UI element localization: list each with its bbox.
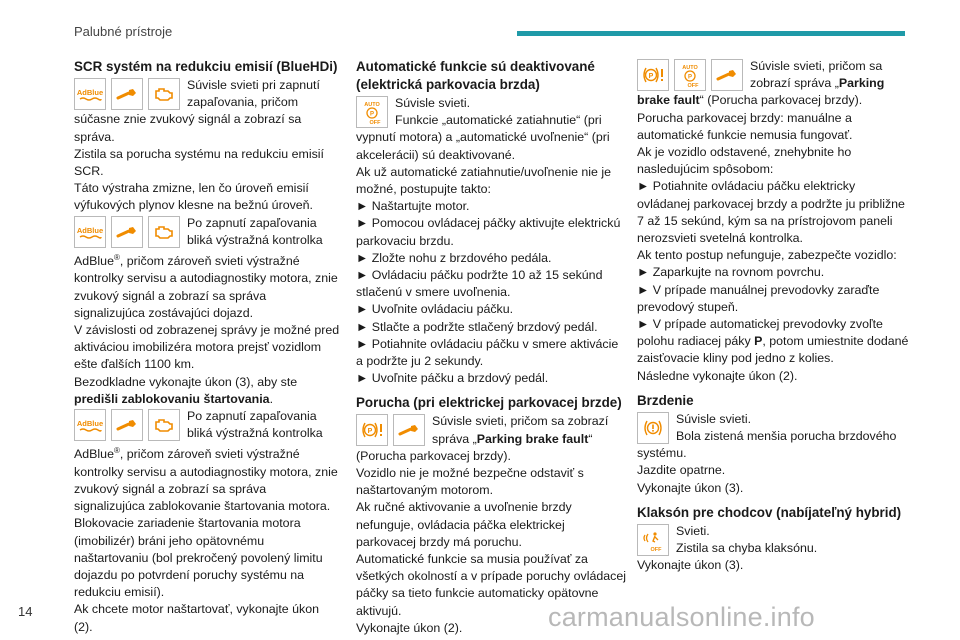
scr-p1: Zistila sa porucha systému na redukciu emisií SCR.	[74, 146, 324, 179]
brake-fault-2-p3: Ak tento postup nefunguje, zabezpečte vozidlo:	[637, 248, 897, 263]
wrench-icon	[393, 414, 425, 446]
start-action-text: Ak chcete motor naštartovať, vykonajte úkon (2).	[74, 602, 320, 634]
brake-fault-lead: Súvisle svieti, pričom sa zobrazí správa „Parking brake fault“ (Porucha parkovacej brzdy).	[356, 414, 609, 463]
column-1	[74, 58, 340, 636]
section-title-auto-off: Automatické funkcie sú deaktivované (elektrická parkovacia brzda)	[356, 59, 595, 92]
engine-icon	[148, 409, 180, 441]
list-item: ► Zložte nohu z brzdového pedála.	[356, 250, 552, 265]
immobilizer-text: Blokovacie zariadenie štartovania motora (imobilizér) bráni jeho opätovnému naštartovaniu (bol prekročený povolený limitu dojazdu po potvrdení poruchy systému na redukciu emisií).	[74, 516, 323, 600]
horn-p2: Vykonajte úkon (3).	[637, 558, 744, 573]
brake-fault-2-p4: Následne vykonajte úkon (2).	[637, 368, 798, 383]
braking-p2: Jazdite opatrne.	[637, 463, 726, 478]
section-title-horn: Klaksón pre chodcov (nabíjateľný hybrid)	[637, 504, 902, 520]
section-title-brake-fault: Porucha (pri elektrickej parkovacej brzde)	[356, 395, 622, 411]
svg-text:AdBlue: AdBlue	[77, 88, 103, 97]
list-item: ► Zaparkujte na rovnom povrchu.	[637, 265, 825, 280]
brake-fault-p1: Vozidlo nie je možné bezpečne odstaviť s naštartovaným motorom.	[356, 466, 584, 498]
braking-lead: Súvisle svieti.	[676, 411, 752, 426]
icon-group-auto-off	[356, 96, 388, 128]
brake-warning-icon	[637, 412, 669, 444]
icon-group-scr-1	[74, 78, 180, 110]
list-item: ► Uvoľnite páčku a brzdový pedál.	[356, 371, 549, 386]
svg-text:P: P	[648, 73, 654, 80]
svg-text:AdBlue: AdBlue	[77, 418, 103, 428]
section-title-braking: Brzdenie	[637, 392, 694, 408]
parking-brake-fault-icon	[356, 414, 388, 446]
icon-group-braking	[637, 412, 669, 444]
auto-off-icon	[356, 96, 388, 128]
adblue-icon	[74, 216, 106, 248]
section-title-scr: SCR systém na redukciu emisií (BlueHDi)	[74, 59, 338, 74]
brake-fault-2-lead: Súvisle svieti, pričom sa zobrazí správa „Parking brake fault“ (Porucha parkovacej brzdy).	[637, 59, 885, 108]
pedestrian-horn-off-icon	[637, 524, 669, 556]
svg-text:P: P	[369, 111, 375, 118]
horn-p1: Zistila sa chyba klaksónu.	[676, 541, 818, 556]
page-header-title: Palubné prístroje	[74, 24, 173, 39]
svg-text:OFF: OFF	[687, 83, 699, 88]
list-item: ► Potiahnite ovládaciu páčku elektricky ovládanej parkovacej brzdy a podržte ju približne 7 až 15 sekúnd, kým sa na prístrojovom paneli nerozsvieti svetelná kontrolka.	[637, 179, 905, 246]
engine-icon	[148, 216, 180, 248]
engine-icon	[148, 78, 180, 110]
svg-text:AdBlue: AdBlue	[77, 225, 103, 235]
adblue-action-text: Bezodkladne vykonajte úkon (3), aby ste predišli zablokovaniu štartovania.	[74, 374, 298, 406]
scr-p2: Táto výstraha zmizne, len čo úroveň emisií výfukových plynov klesne na bežnú úroveň.	[74, 181, 314, 213]
adblue-range-text: V závislosti od zobrazenej správy je možné pred aktiváciou imobilizéra motora prejsť vozidlom ešte ďalších 1100 km.	[74, 322, 340, 372]
list-item: ► Uvoľnite ovládaciu páčku.	[356, 302, 514, 317]
wrench-icon	[111, 78, 143, 110]
column-2	[356, 58, 626, 637]
icon-group-horn	[637, 524, 669, 556]
adblue-blink-lead: Po zapnutí zapaľovania bliká výstražná kontrolka AdBlue®, pričom zároveň svieti výstražné kontrolky servisu a autodiagnostiky motora, znie zvukový signál a zobrazí sa správa signalizujúca zostávajúci dojazd.	[74, 215, 338, 320]
header-accent-bar	[517, 31, 905, 36]
svg-text:OFF: OFF	[369, 120, 381, 125]
auto-off-icon	[674, 59, 706, 91]
svg-text:AUTO: AUTO	[364, 102, 380, 108]
parking-brake-fault-icon	[637, 59, 669, 91]
watermark: carmanualsonline.info	[548, 602, 815, 632]
column-3	[637, 58, 909, 574]
wrench-icon	[111, 409, 143, 441]
brake-fault-2-p2: Ak je vozidlo odstavené, znehybnite ho nasledujúcim spôsobom:	[637, 145, 852, 177]
icon-group-brake-fault	[356, 414, 425, 446]
brake-fault-p3: Automatické funkcie sa musia používať za všetkých okolností a v prípade poruchy ovládacej páčky sa tieto funkcie automaticky opätovne aktivujú.	[356, 552, 626, 618]
brake-fault-p2: Ak ručné aktivovanie a uvoľnenie brzdy nefunguje, ovládacia páčka elektrickej parkovacej brzdy má poruchu.	[356, 500, 572, 549]
list-item: ► V prípade automatickej prevodovky zvoľte polohu radiacej páky P, potom umiestnite dodané zaisťovacie kliny pod jedno z kolies.	[637, 317, 909, 366]
list-item: ► Ovládaciu páčku podržte 10 až 15 sekúnd stlačenú v smere uvoľnenia.	[356, 268, 603, 300]
braking-p1: Bola zistená menšia porucha brzdového systému.	[637, 429, 897, 461]
svg-text:P: P	[367, 428, 373, 436]
icon-group-brake-fault-2	[637, 59, 743, 91]
page-number: 14	[18, 604, 33, 619]
auto-off-p1: Funkcie „automatické zatiahnutie“ (pri vypnutí motora) a „automatické uvoľnenie“ (pri akcelerácii) sú deaktivované.	[356, 113, 610, 162]
svg-text:AUTO: AUTO	[682, 65, 698, 71]
auto-off-steps	[356, 198, 626, 387]
braking-p3: Vykonajte úkon (3).	[637, 480, 744, 495]
adblue-block-lead: Po zapnutí zapaľovania bliká výstražná kontrolka AdBlue®, pričom zároveň svieti výstražné kontrolky servisu a autodiagnostiky motora, znie zvukový signál a zobrazí sa správa signalizujúca zablokovanie štartovania motora.	[74, 408, 338, 514]
wrench-icon	[111, 216, 143, 248]
list-item: ► Stlačte a podržte stlačený brzdový pedál.	[356, 319, 598, 334]
icon-group-scr-2	[74, 216, 180, 248]
svg-text:OFF: OFF	[650, 546, 662, 553]
brake-fault-2-p1: Porucha parkovacej brzdy: manuálne a automatické funkcie nemusia fungovať.	[637, 110, 853, 142]
brake-fault-p4: Vykonajte úkon (2).	[356, 620, 463, 635]
icon-group-scr-3	[74, 409, 180, 441]
list-item: ► Potiahnite ovládaciu páčku v smere aktivácie a podržte ju 2 sekundy.	[356, 336, 619, 369]
adblue-icon	[74, 78, 106, 110]
auto-off-lead: Súvisle svieti.	[395, 96, 471, 110]
wrench-icon	[711, 59, 743, 91]
list-item: ► Pomocou ovládacej páčky aktivujte elektrickú parkovaciu brzdu.	[356, 216, 621, 248]
scr-lead: Súvisle svieti pri zapnutí zapaľovania, pričom súčasne znie zvukový signál a zobrazí sa správa.	[74, 78, 320, 144]
svg-text:P: P	[687, 74, 693, 81]
auto-off-p2: Ak už automatické zatiahnutie/uvoľnenie nie je možné, postupujte takto:	[356, 164, 612, 197]
list-item: ► V prípade manuálnej prevodovky zaraďte prevodový stupeň.	[637, 282, 880, 314]
horn-lead: Svieti.	[676, 523, 710, 538]
adblue-icon	[74, 409, 106, 441]
list-item: ► Naštartujte motor.	[356, 199, 470, 214]
